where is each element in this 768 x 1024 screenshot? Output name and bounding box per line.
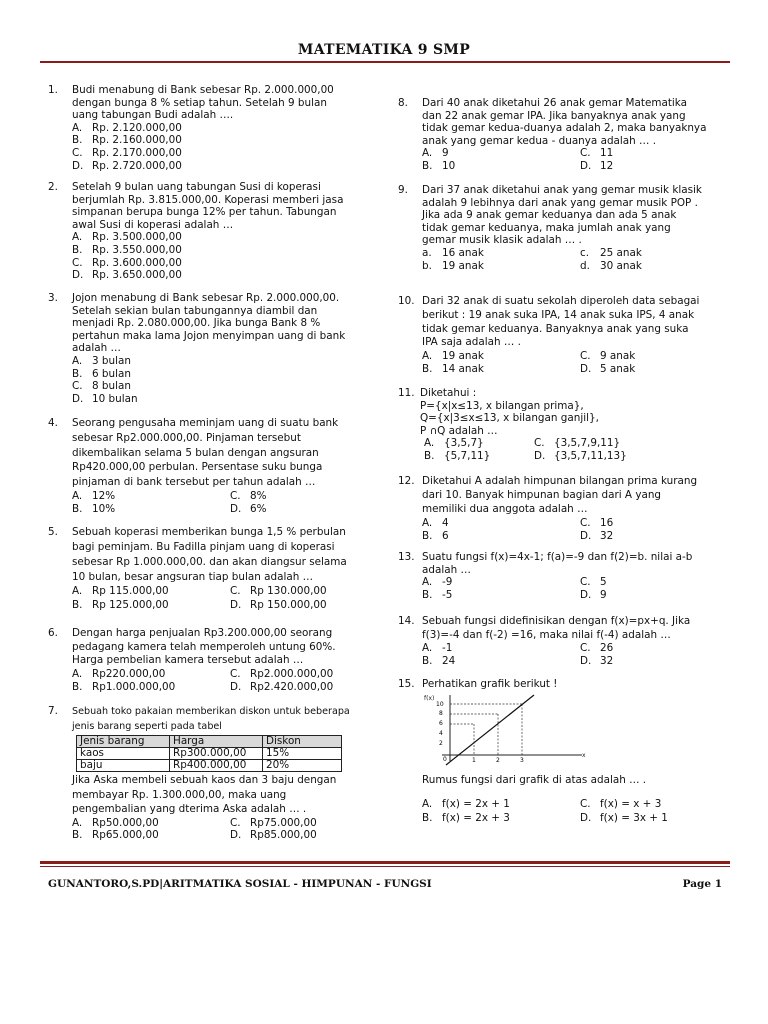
- option-c: C. 16: [580, 516, 614, 529]
- option-d: D. 9: [580, 588, 607, 601]
- option-a: A. f(x) = 2x + 1: [422, 797, 510, 810]
- option-b: B. Rp 125.000,00: [72, 598, 169, 611]
- option-c: C. Rp2.000.000,00: [230, 667, 334, 680]
- question-14: 14. Sebuah fungsi didefinisikan dengan f(x)=px+q. Jika f(3)=-4 dan f(-2) =16, maka nilai f(-4) adalah … A. -1 C. 26 B. 24 D. 32: [398, 614, 728, 668]
- option-d: D. 6%: [230, 502, 267, 515]
- option-d: D. Rp85.000,00: [230, 829, 317, 842]
- table-row: baju Rp400.000,00 20%: [77, 760, 342, 772]
- option-a: A. 12%: [72, 489, 116, 502]
- question-12: 12. Diketahui A adalah himpunan bilangan prima kurang dari 10. Banyak himpunan bagian dari A yang memiliki dua anggota adalah … A. 4 C. 16 B. 6 D. 32: [398, 474, 728, 543]
- table-header-row: Jenis barang Harga Diskon: [77, 736, 342, 748]
- option-b: B. 6 bulan: [72, 367, 131, 380]
- question-3: 3. Jojon menabung di Bank sebesar Rp. 2.000.000,00. Setelah sekian bulan tabungannya diambil dan menjadi Rp. 2.080.000,00. Jika bunga Bank 8 % pertahun maka lama Jojon menyimpan uang di bank adalah … A. 3 bulan B. 6 bulan C. 8 bulan D. 10 bulan: [48, 292, 374, 405]
- y-tick-label: 4: [439, 729, 443, 737]
- option-b: B. 24: [422, 655, 456, 667]
- option-a: A. Rp 115.000,00: [72, 585, 169, 597]
- question-15: 15. Perhatikan grafik berikut ! f(x) x 10 8 6 4 2 0 1 2 3 Rumus fungsi dari grafik di atas adalah … . A. f(x) = 2x + 1 C. f(x) = x + 3 B. f(x) = 2x + 3 D. f(x) = 3x + 1: [398, 678, 728, 825]
- option-d: D. Rp 150.000,00: [230, 598, 327, 611]
- options: [72, 122, 374, 172]
- option-d: D. Rp. 2.720.000,00: [72, 159, 182, 172]
- y-tick-label: 8: [439, 709, 443, 717]
- option-d: D. 5 anak: [580, 363, 636, 376]
- question-9: 9. Dari 37 anak diketahui anak yang gemar musik klasik adalah 9 lebihnya dari anak yang gemar musik POP . Jika ada 9 anak gemar keduanya dan ada 5 anak tidak gemar keduanya, maka jumlah anak yang gemar musik klasik adalah … . a. 16 anak c. 25 anak b. 19 anak d. 30 anak: [398, 184, 728, 272]
- option-d: D. 12: [580, 159, 614, 172]
- option-b: B. 6: [422, 529, 449, 542]
- option-b: B. 14 anak: [422, 363, 484, 376]
- question-10: 10. Dari 32 anak di suatu sekolah diperoleh data sebagai berikut : 19 anak suka IPA, 14 anak suka IPS, 4 anak tidak gemar keduanya. Banyaknya anak yang suka IPA saja adalah … . A. 19 anak C. 9 anak B. 14 anak D. 5 anak: [398, 295, 728, 376]
- option-d: D. f(x) = 3x + 1: [580, 811, 668, 824]
- option-c: C. {3,5,7,9,11}: [534, 437, 621, 450]
- question-13: 13. Suatu fungsi f(x)=4x-1; f(a)=-9 dan f(2)=b. nilai a-b adalah … A. -9 C. 5 B. -5 D. 9: [398, 551, 728, 601]
- option-c: C. Rp. 3.600.000,00: [72, 256, 182, 269]
- question-4: 4. Seorang pengusaha meminjam uang di suatu bank sebesar Rp2.000.000,00. Pinjaman tersebut dikembalikan selama 5 bulan dengan angsuran Rp420.000,00 perbulan. Persentase suku bunga pinjaman di bank tersebut per tahun adalah … A. 12% C. 8% B. 10% D. 6%: [48, 416, 374, 515]
- option-a: A. 9: [422, 147, 449, 160]
- option-d: D. 10 bulan: [72, 392, 138, 405]
- question-6: 6. Dengan harga penjualan Rp3.200.000,00 seorang pedagang kamera telah memperoleh untung 60%. Harga pembelian kamera tersebut adalah … A. Rp220.000,00 C. Rp2.000.000,00 B. Rp1.000.000,00 D. Rp2.420.000,00: [48, 627, 374, 695]
- option-c: C. 26: [580, 642, 614, 654]
- option-c: C. Rp75.000,00: [230, 816, 317, 829]
- option-b: B. 10%: [72, 502, 116, 515]
- footer: [48, 878, 722, 890]
- option-d: D. Rp2.420.000,00: [230, 681, 334, 694]
- option-b: B. Rp65.000,00: [72, 829, 159, 842]
- page-number: Page 1: [682, 878, 722, 890]
- y-axis-label: f(x): [424, 694, 435, 702]
- y-tick-label: 0: [443, 755, 447, 763]
- table-row: kaos Rp300.000,00 15%: [77, 748, 342, 760]
- question-8: 8. Dari 40 anak diketahui 26 anak gemar Matematika dan 22 anak gemar IPA. Jika banyaknya anak yang tidak gemar kedua-duanya adalah 2, maka banyaknya anak yang gemar kedua - duanya adalah … . A. 9 C. 11 B. 10 D. 12: [398, 97, 728, 173]
- function-graph: [422, 693, 728, 771]
- header-rule: [40, 61, 730, 63]
- option-c: C. 5: [580, 576, 607, 589]
- discount-table: [76, 735, 342, 772]
- option-a: A. -9: [422, 576, 453, 589]
- option-b: B. Rp. 2.160.000,00: [72, 134, 182, 147]
- option-b: B. {5,7,11}: [424, 449, 491, 462]
- option-a: A. {3,5,7}: [424, 437, 484, 450]
- option-c: C. 8 bulan: [72, 380, 131, 393]
- question-number: 1.: [48, 84, 58, 96]
- option-a: A. Rp220.000,00: [72, 667, 166, 680]
- option-b: B. 10: [422, 159, 456, 172]
- y-tick-label: 2: [439, 739, 443, 747]
- page-title: MATEMATIKA 9 SMP: [297, 42, 471, 58]
- guide-lines: [450, 704, 522, 755]
- option-c: C. f(x) = x + 3: [580, 797, 662, 810]
- option-b: B. Rp1.000.000,00: [72, 681, 176, 694]
- option-d: D. 32: [580, 655, 614, 667]
- question-11: 11. Diketahui : P={x|x≤13, x bilangan prima}, Q={x|3≤x≤13, x bilangan ganjil}, P ∩Q adalah … A. {3,5,7} C. {3,5,7,9,11} B. {5,7,11} D. {3,5,7,11,13}: [398, 387, 728, 463]
- question-2: 2. Setelah 9 bulan uang tabungan Susi di koperasi berjumlah Rp. 3.815.000,00. Koperasi memberi jasa simpanan berupa bunga 12% per tahun. Tabungan awal Susi di koperasi adalah … A. Rp. 3.500.000,00 B. Rp. 3.550.000,00 C. Rp. 3.600.000,00 D. Rp. 3.650.000,00: [48, 181, 374, 282]
- option-d: d. 30 anak: [580, 259, 642, 272]
- option-a: A. 3 bulan: [72, 354, 131, 367]
- option-a: A. Rp. 3.500.000,00: [72, 231, 182, 244]
- option-a: A. 19 anak: [422, 350, 484, 363]
- option-b: B. Rp. 3.550.000,00: [72, 243, 182, 256]
- question-1: [48, 84, 374, 172]
- option-a: A. Rp50.000,00: [72, 816, 159, 829]
- question-5: 5. Sebuah koperasi memberikan bunga 1,5 % perbulan bagi peminjam. Bu Fadilla pinjam uang di koperasi sebesar Rp 1.000.000,00. dan akan diangsur selama 10 bulan, besar angsuran tiap bulan adalah … A. Rp 115.000,00 C. Rp 130.000,00 B. Rp 125.000,00 D. Rp 150.000,00: [48, 525, 374, 612]
- footer-author: GUNANTORO,S.PD|ARITMATIKA SOSIAL - HIMPUNAN - FUNGSI: [48, 878, 432, 890]
- question-text: Budi menabung di Bank sebesar Rp. 2.000.000,00 dengan bunga 8 % setiap tahun. Setelah 9 bulan uang tabungan Budi adalah ….: [72, 84, 334, 122]
- option-b: b. 19 anak: [422, 259, 484, 272]
- option-b: B. f(x) = 2x + 3: [422, 811, 510, 824]
- option-a: A. -1: [422, 642, 453, 654]
- x-tick-label: 2: [496, 756, 500, 764]
- option-a: A. Rp. 2.120.000,00: [72, 121, 182, 134]
- option-c: c. 25 anak: [580, 246, 642, 259]
- x-tick-label: 1: [472, 756, 476, 764]
- y-tick-label: 6: [439, 719, 443, 727]
- option-a: a. 16 anak: [422, 246, 484, 259]
- footer-rule-thick: [40, 861, 730, 864]
- option-a: A. 4: [422, 516, 449, 529]
- option-c: C. 8%: [230, 489, 267, 502]
- graph-svg: [422, 693, 592, 767]
- x-axis-label: x: [582, 751, 586, 759]
- x-tick-label: 3: [520, 756, 524, 764]
- option-c: C. 11: [580, 147, 614, 160]
- y-tick-label: 10: [436, 700, 444, 708]
- option-b: B. -5: [422, 588, 453, 601]
- option-c: C. 9 anak: [580, 350, 636, 363]
- footer-rule-thin: [40, 866, 730, 867]
- option-d: D. Rp. 3.650.000,00: [72, 269, 182, 282]
- question-7: 7. Sebuah toko pakaian memberikan diskon untuk beberapa jenis barang seperti pada tabel Jenis barang Harga Diskon kaos Rp300.000,00 15% baju Rp400.000,00 20% Jika Aska membeli sebuah kaos dan 3 baju dengan membayar Rp. 1.300.000,00, maka uang pengembalian yang dterima Aska adalah … . A. Rp50.000,00 C. Rp75.000,00 B. Rp65.000,00 D. Rp85.000,00: [48, 705, 374, 842]
- option-c: C. Rp 130.000,00: [230, 585, 327, 597]
- option-d: D. {3,5,7,11,13}: [534, 449, 627, 462]
- option-c: C. Rp. 2.170.000,00: [72, 146, 182, 159]
- option-d: D. 32: [580, 529, 614, 542]
